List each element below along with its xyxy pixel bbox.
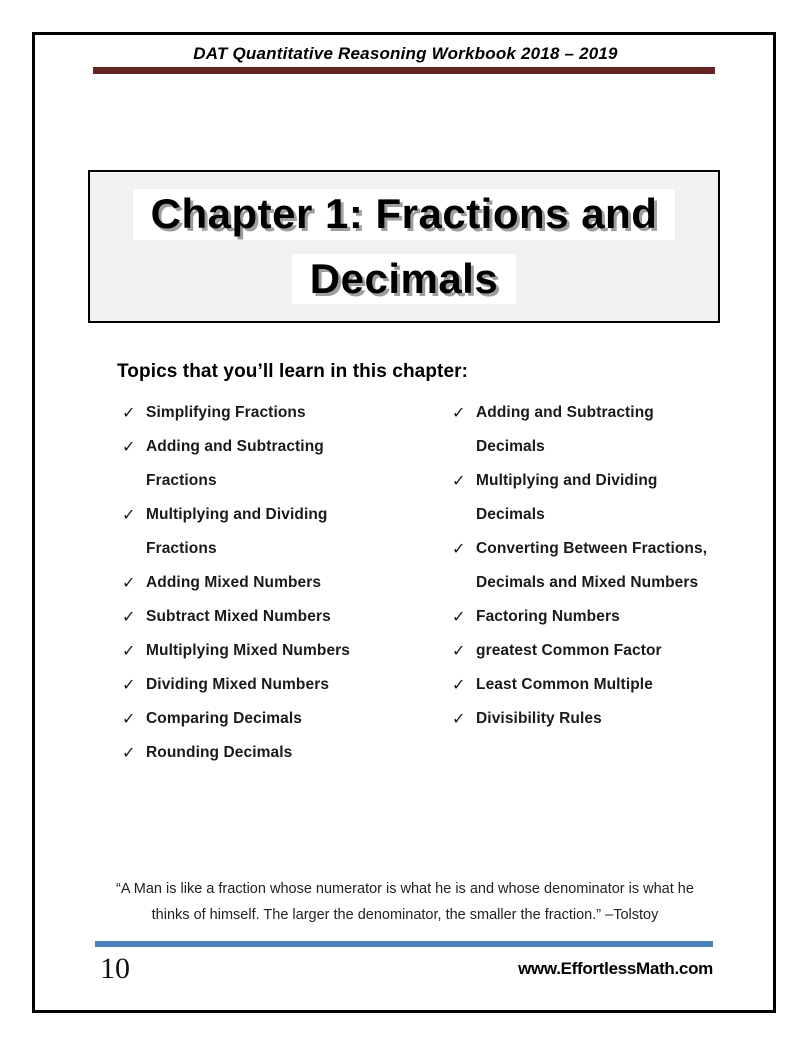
topic-item bbox=[452, 532, 772, 566]
topic-item bbox=[122, 396, 442, 430]
topic-label: Least Common Multiple bbox=[476, 676, 653, 693]
topic-item bbox=[122, 566, 442, 600]
topic-item bbox=[452, 634, 772, 668]
check-icon: ✓ bbox=[122, 711, 136, 728]
chapter-title-line-1: Chapter 1: Fractions and bbox=[133, 189, 676, 239]
topic-item bbox=[122, 430, 442, 464]
chapter-title-line-2: Decimals bbox=[292, 254, 516, 304]
topic-label: Rounding Decimals bbox=[146, 744, 293, 761]
topic-item bbox=[452, 668, 772, 702]
topic-label: Multiplying Mixed Numbers bbox=[146, 642, 351, 659]
check-icon: ✓ bbox=[122, 405, 136, 422]
topic-item bbox=[122, 498, 442, 532]
check-icon: ✓ bbox=[452, 711, 466, 728]
topic-item-wrap-line bbox=[452, 498, 772, 532]
check-icon: ✓ bbox=[452, 609, 466, 626]
topic-item bbox=[122, 634, 442, 668]
topic-item bbox=[452, 464, 772, 498]
topic-label: Converting Between Fractions, bbox=[476, 540, 708, 557]
topic-label: Fractions bbox=[146, 472, 217, 489]
check-icon: ✓ bbox=[122, 643, 136, 660]
check-icon: ✓ bbox=[122, 677, 136, 694]
check-icon: ✓ bbox=[452, 405, 466, 422]
quote-line-1: “A Man is like a fraction whose numerator is what he is and whose denominator is what he bbox=[116, 881, 694, 897]
check-icon: ✓ bbox=[452, 473, 466, 490]
quote-line-2: thinks of himself. The larger the denominator, the smaller the fraction.” –Tolstoy bbox=[151, 907, 659, 923]
topics-column-left bbox=[122, 396, 442, 770]
topic-label: Decimals bbox=[476, 438, 545, 455]
topic-label: Multiplying and Dividing bbox=[146, 506, 328, 523]
website-text: www.EffortlessMath.com bbox=[518, 959, 713, 978]
topic-label: Dividing Mixed Numbers bbox=[146, 676, 330, 693]
topic-item bbox=[122, 702, 442, 736]
check-icon: ✓ bbox=[122, 745, 136, 762]
topic-label: Adding Mixed Numbers bbox=[146, 574, 322, 591]
topic-label: Adding and Subtracting bbox=[146, 438, 324, 455]
topic-label: Fractions bbox=[146, 540, 217, 557]
check-icon: ✓ bbox=[122, 609, 136, 626]
chapter-title-box bbox=[88, 170, 720, 323]
topic-item bbox=[452, 702, 772, 736]
topic-label: Simplifying Fractions bbox=[146, 404, 306, 421]
topic-item-wrap-line bbox=[122, 464, 442, 498]
topics-column-right bbox=[452, 396, 772, 736]
check-icon: ✓ bbox=[122, 507, 136, 524]
quote bbox=[94, 876, 716, 928]
check-icon: ✓ bbox=[452, 643, 466, 660]
topic-item-wrap-line bbox=[452, 430, 772, 464]
topic-item bbox=[122, 668, 442, 702]
topic-item-wrap-line bbox=[122, 532, 442, 566]
topic-label: greatest Common Factor bbox=[476, 642, 662, 659]
topic-label: Divisibility Rules bbox=[476, 710, 602, 727]
topic-item bbox=[122, 736, 442, 770]
topic-label: Decimals and Mixed Numbers bbox=[476, 574, 699, 591]
check-icon: ✓ bbox=[122, 439, 136, 456]
topic-item bbox=[452, 600, 772, 634]
topic-label: Multiplying and Dividing bbox=[476, 472, 658, 489]
check-icon: ✓ bbox=[122, 575, 136, 592]
header-title: DAT Quantitative Reasoning Workbook 2018 – 2019 bbox=[193, 44, 618, 63]
topics-heading: Topics that you’ll learn in this chapter: bbox=[117, 361, 469, 382]
topic-label: Subtract Mixed Numbers bbox=[146, 608, 331, 625]
topic-label: Adding and Subtracting bbox=[476, 404, 654, 421]
footer-rule bbox=[95, 941, 713, 947]
topic-item bbox=[452, 396, 772, 430]
check-icon: ✓ bbox=[452, 541, 466, 558]
header-rule bbox=[93, 67, 715, 74]
topic-label: Factoring Numbers bbox=[476, 608, 620, 625]
topic-item bbox=[122, 600, 442, 634]
check-icon: ✓ bbox=[452, 677, 466, 694]
page-number: 10 bbox=[100, 952, 130, 985]
topic-label: Comparing Decimals bbox=[146, 710, 302, 727]
topic-label: Decimals bbox=[476, 506, 545, 523]
topic-item-wrap-line bbox=[452, 566, 772, 600]
